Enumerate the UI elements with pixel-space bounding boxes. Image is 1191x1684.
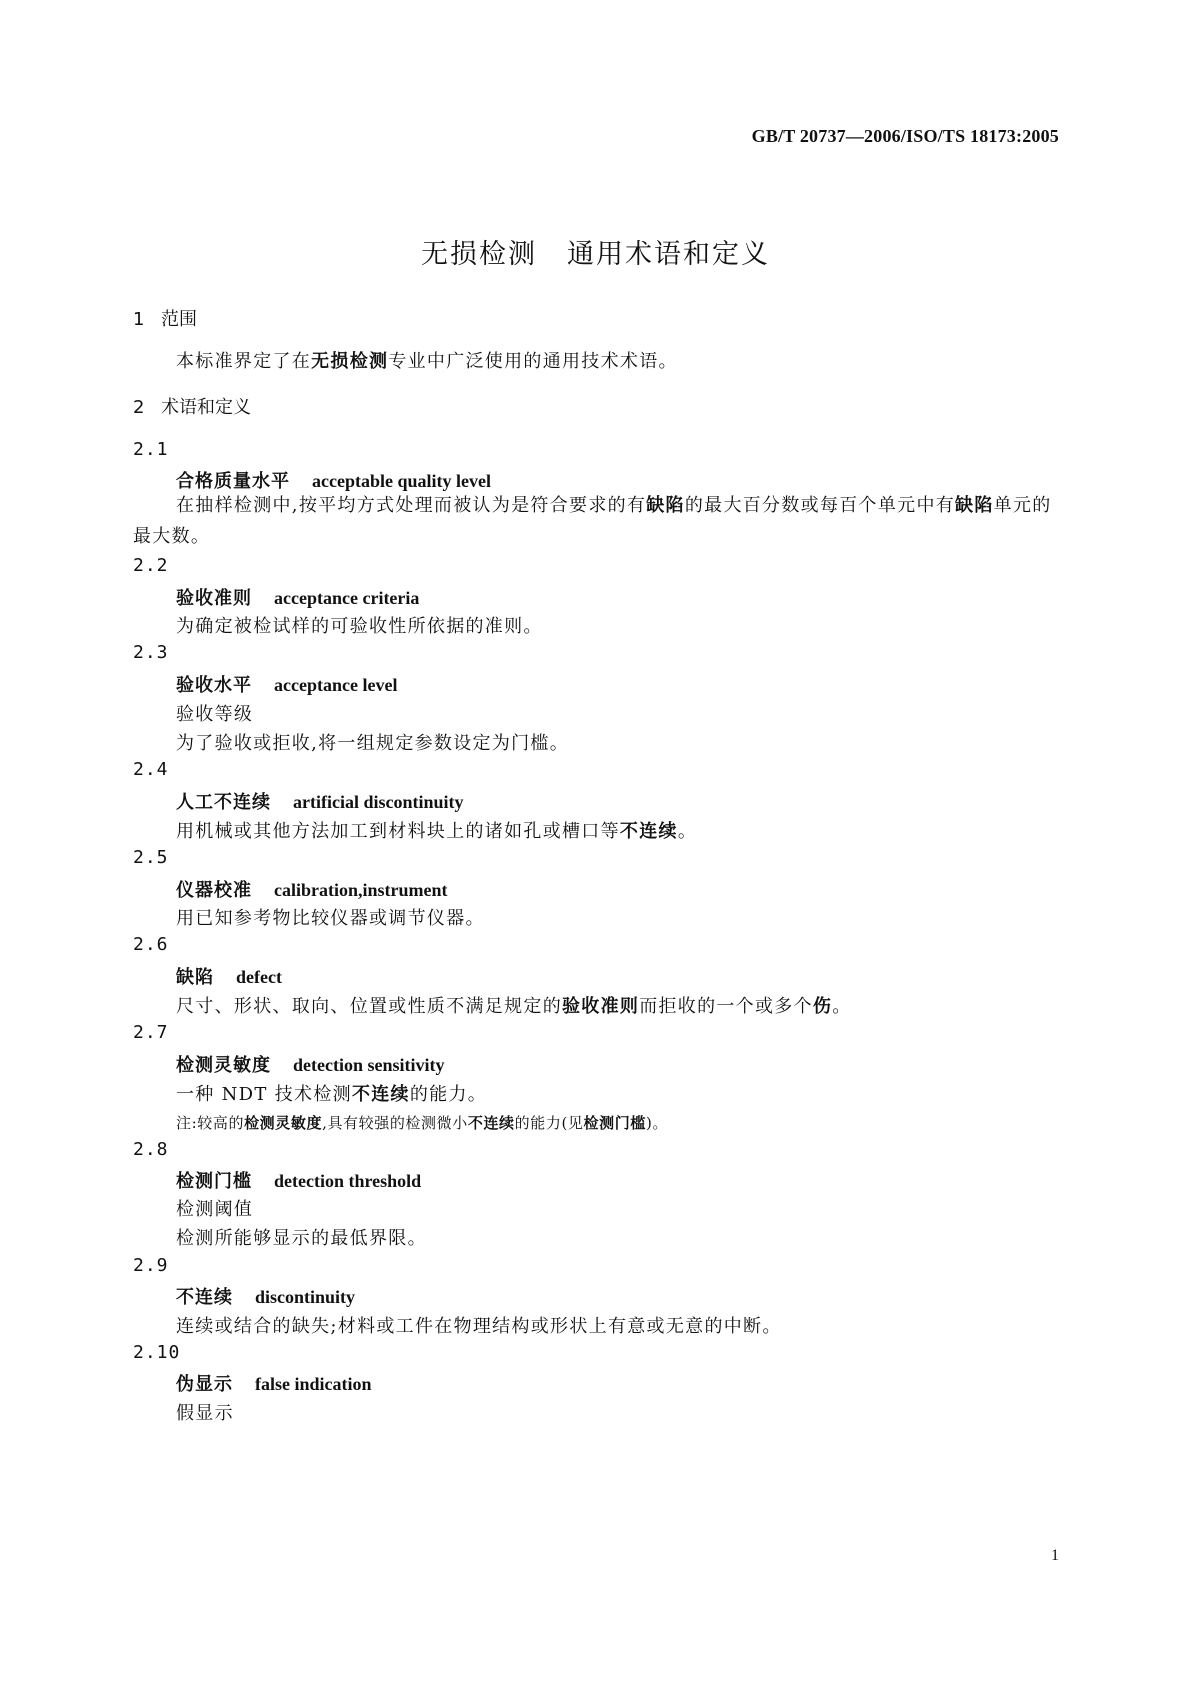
term-definition: 为确定被检试样的可验收性所依据的准则。: [176, 616, 543, 637]
term-definition: [176, 817, 697, 843]
term-number: 2.5: [133, 847, 169, 868]
document-title: [0, 232, 1191, 271]
term-heading: [176, 1283, 355, 1309]
term-zh: 不连续: [176, 1287, 233, 1308]
term-en: artificial discontinuity: [293, 792, 464, 812]
term-number: 2.4: [133, 759, 169, 780]
term-heading: [176, 671, 397, 697]
section-number: 2: [133, 397, 145, 418]
text-segment: )。: [645, 1114, 668, 1132]
title-part1: 无损检测: [421, 239, 537, 270]
term-alternative: 验收等级: [176, 704, 254, 725]
text-segment: 用机械或其他方法加工到材料块上的诸如孔或槽口等: [176, 821, 620, 842]
term-number: 2.2: [133, 555, 169, 576]
term-alternative: 假显示: [176, 1403, 234, 1424]
term-heading: [176, 788, 464, 814]
term-en: acceptance level: [274, 675, 398, 695]
term-definition: 检测所能够显示的最低界限。: [176, 1228, 427, 1249]
text-segment: 而拒收的一个或多个: [639, 996, 813, 1017]
text-segment: 。: [677, 821, 698, 842]
title-part2: 通用术语和定义: [567, 239, 770, 270]
term-en: acceptance criteria: [274, 588, 420, 608]
bold-term: 检测门槛: [583, 1114, 646, 1132]
text-segment: 一种 NDT 技术检测: [176, 1084, 352, 1105]
term-zh: 伪显示: [176, 1374, 233, 1395]
section-title: 范围: [161, 309, 197, 330]
term-number: 2.1: [133, 439, 169, 460]
term-note: [176, 1112, 668, 1133]
bold-term: 不连续: [619, 821, 678, 842]
term-en: defect: [236, 967, 282, 987]
term-en: detection threshold: [274, 1171, 422, 1191]
section-1-text: [176, 347, 678, 373]
text-segment: 尺寸、形状、取向、位置或性质不满足规定的: [176, 996, 562, 1017]
text-segment: 专业中广泛使用的通用技术术语。: [388, 351, 678, 372]
term-heading: [176, 1167, 421, 1193]
term-number: 2.7: [133, 1022, 169, 1043]
text-segment: 。: [832, 996, 852, 1017]
text-segment: 的能力(见: [514, 1114, 584, 1132]
bold-term: 检测灵敏度: [244, 1114, 323, 1132]
section-1-heading: [133, 305, 197, 331]
term-definition: 用已知参考物比较仪器或调节仪器。: [176, 908, 485, 929]
term-heading: [176, 876, 448, 902]
bold-term: 不连续: [351, 1084, 410, 1105]
term-heading: [176, 584, 419, 610]
term-en: false indication: [255, 1374, 372, 1394]
bold-term: 缺陷: [646, 495, 685, 516]
term-en: discontinuity: [255, 1287, 356, 1307]
text-segment: 注:较高的: [176, 1114, 245, 1132]
term-zh: 缺陷: [176, 967, 214, 988]
term-heading: [176, 963, 282, 989]
term-alternative: 检测阈值: [176, 1199, 254, 1220]
section-title: 术语和定义: [161, 397, 251, 418]
term-number: 2.9: [133, 1255, 169, 1276]
term-zh: 合格质量水平: [176, 471, 290, 492]
term-definition: 为了验收或拒收,将一组规定参数设定为门槛。: [176, 733, 570, 754]
section-number: 1: [133, 309, 145, 330]
text-segment: 在抽样检测中,按平均方式处理而被认为是符合要求的有: [176, 495, 647, 516]
text-segment: 单元的最大数。: [133, 495, 1052, 547]
bold-term: 缺陷: [955, 495, 994, 516]
term-number: 2.8: [133, 1139, 169, 1160]
term-zh: 验收准则: [176, 588, 252, 609]
bold-term: 验收准则: [562, 996, 640, 1017]
bold-term: 无损检测: [311, 351, 389, 372]
text-segment: 的能力。: [409, 1084, 488, 1105]
term-zh: 人工不连续: [176, 792, 271, 813]
text-segment: 本标准界定了在: [176, 351, 312, 372]
term-definition: [133, 490, 1059, 552]
text-segment: 的最大百分数或每百个单元中有: [684, 495, 956, 516]
term-en: detection sensitivity: [293, 1055, 445, 1075]
term-number: 2.3: [133, 642, 169, 663]
bold-term: 不连续: [467, 1114, 515, 1132]
term-en: acceptable quality level: [312, 471, 491, 491]
term-number: 2.6: [133, 934, 169, 955]
term-definition: [176, 1080, 487, 1106]
term-number: 2.10: [133, 1342, 181, 1363]
term-en: calibration,instrument: [274, 880, 448, 900]
term-definition: 连续或结合的缺失;材料或工件在物理结构或形状上有意或无意的中断。: [176, 1316, 782, 1337]
term-heading: [176, 1370, 372, 1396]
section-2-heading: [133, 393, 251, 419]
term-zh: 仪器校准: [176, 880, 252, 901]
text-segment: ,具有较强的检测微小: [322, 1114, 468, 1132]
term-heading: [176, 1051, 444, 1077]
page-number: 1: [1051, 1547, 1059, 1564]
term-zh: 检测灵敏度: [176, 1055, 271, 1076]
bold-term: 伤: [812, 996, 833, 1017]
term-zh: 检测门槛: [176, 1171, 252, 1192]
term-definition: [176, 992, 852, 1018]
term-zh: 验收水平: [176, 675, 252, 696]
standard-number: GB/T 20737—2006/ISO/TS 18173:2005: [751, 126, 1059, 146]
